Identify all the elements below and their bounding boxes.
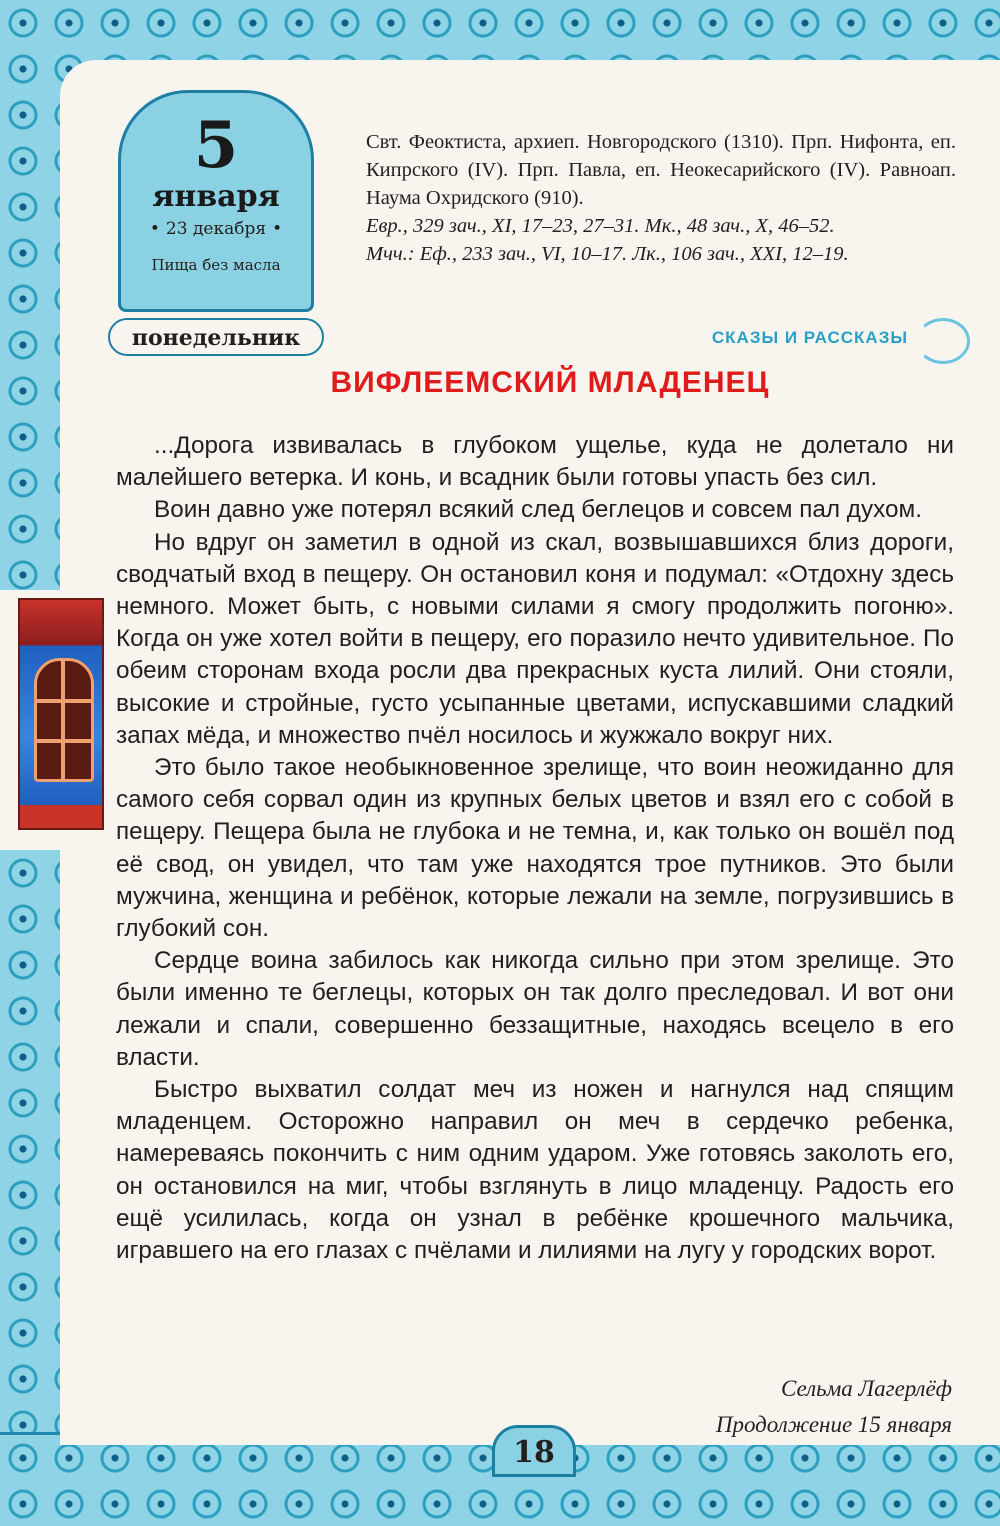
commemorations-block <box>366 128 956 268</box>
date-card <box>118 90 314 312</box>
story-paragraph: Воин давно уже потерял всякий след беглецов и совсем пал духом. <box>154 496 922 524</box>
date-day: 5 <box>193 108 239 183</box>
section-label: СКАЗЫ И РАССКАЗЫ <box>711 328 908 347</box>
weekday-label: понедельник <box>108 318 324 356</box>
old-style-date: • 23 декабря • <box>121 217 311 241</box>
readings-line-1: Евр., 329 зач., XI, 17–23, 27–31. Мк., 48 зач., X, 46–52. <box>366 215 835 237</box>
swirl-ornament-icon <box>916 318 970 364</box>
story-title: ВИФЛЕЕМСКИЙ МЛАДЕНЕЦ <box>330 366 770 399</box>
saints-text: Свт. Феоктиста, архиеп. Новгородского (1310). Прп. Нифонта, еп. Кипрского (IV). Прп. Павла, еп. Неокесарийского (IV). Равноап. Наума Охридского (910). <box>366 131 956 209</box>
story-paragraph: ...Дорога извивалась в глубоком ущелье, куда не долетало ни малейшего ветерка. И конь, и всадник были готовы упасть без сил. <box>116 432 954 492</box>
window-shape <box>34 658 94 782</box>
church-window-icon <box>18 598 104 830</box>
story-paragraph: Но вдруг он заметил в одной из скал, возвышавшихся близ дороги, сводчатый вход в пещеру. Он остановил коня и подумал: «Отдохну здесь немного. Может быть, с новыми силами я смогу продолжить погоню». Когда он уже хотел войти в пещеру, его поразило нечто удивительное. По обеим сторонам входа росли два прекрасных куста лилий. Они стояли, высокие и стройные, густо усыпанные цветами, испускавшими сладкий запах мёда, и множество пчёл носилось и жужжало вокруг них. <box>116 528 954 749</box>
story-paragraph: Быстро выхватил солдат меч из ножен и нагнулся над спящим младенцем. Осторожно направил он меч в сердечко ребенка, намереваясь покончить с ним одним ударом. Уже готовясь заколоть его, он остановился на миг, чтобы взглянуть в лицо младенцу. Радость его ещё усилилась, когда он узнал в ребёнке крошечного мальчика, игравшего на его глазах с пчёлами и лилиями на лугу у городских ворот. <box>116 1076 954 1265</box>
readings-line-2: Мчч.: Еф., 233 зач., VI, 10–17. Лк., 106 зач., XXI, 12–19. <box>366 243 849 265</box>
story-body <box>116 430 954 1267</box>
continuation-note: Продолжение 15 января <box>715 1412 952 1437</box>
page-number: 18 <box>492 1425 576 1477</box>
story-author: Сельма Лагерлёф <box>780 1376 952 1401</box>
date-month: января <box>152 179 280 214</box>
story-paragraph: Это было такое необыкновенное зрелище, что воин неожиданно для самого себя сорвал один из крупных белых цветов и взял его с собой в пещеру. Пещера была не глубока и не темна, и, как только он вошёл под её свод, он увидел, что там уже находятся трое путников. Это были мужчина, женщина и ребёнок, которые лежали на земле, погрузившись в глубокий сон. <box>116 754 954 943</box>
story-paragraph: Сердце воина забилось как никогда сильно при этом зрелище. Это были именно те беглецы, которых он так долго преследовал. И вот они лежали и спали, совершенно беззащитные, находясь всецело в его власти. <box>116 947 954 1071</box>
fast-note: Пища без масла <box>151 256 281 274</box>
